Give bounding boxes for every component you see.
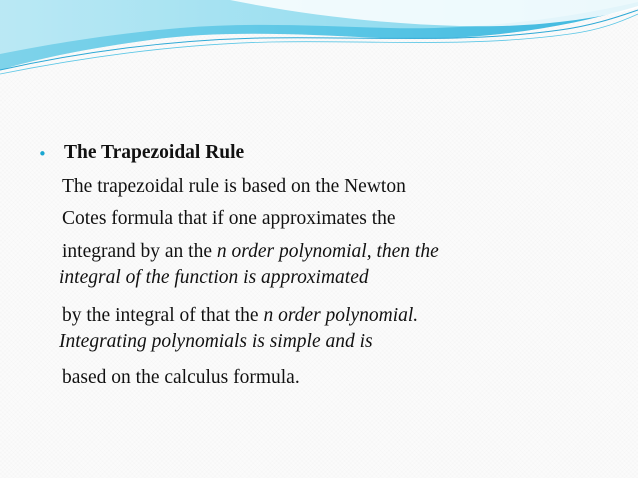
body-line-3 (62, 240, 439, 264)
bullet-dot-icon: • (38, 145, 47, 163)
body-line-3-italic: n order polynomial, then the (216, 241, 439, 262)
body-line-3-normal: integrand by an the (62, 241, 217, 262)
body-line-4: integral of the function is approximated (59, 267, 369, 288)
body-line-6: Integrating polynomials is simple and is (59, 331, 373, 352)
body-line-7: based on the calculus formula. (62, 367, 300, 388)
slide-title: The Trapezoidal Rule (64, 142, 245, 163)
body-line-5-normal: by the integral of that the (62, 305, 264, 326)
body-line-5 (62, 304, 418, 328)
body-line-2: Cotes formula that if one approximates the (62, 208, 396, 229)
body-line-5-italic: n order polynomial. (263, 305, 419, 326)
body-line-1: The trapezoidal rule is based on the Newton (62, 176, 406, 197)
